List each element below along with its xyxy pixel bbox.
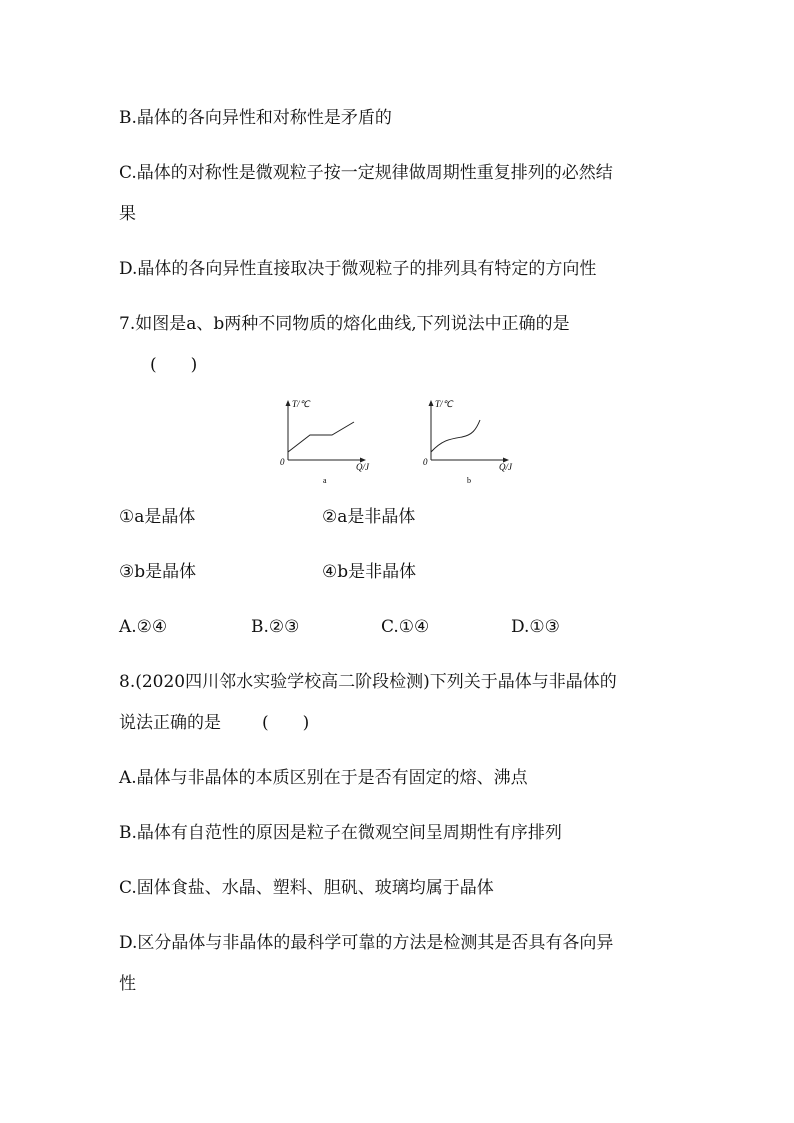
graph-a-origin: 0 (280, 457, 285, 467)
q7-statement-3: ③b是晶体 (119, 562, 197, 582)
q8-stem-line2: 说法正确的是 (119, 713, 221, 733)
graph-a-caption: a (323, 476, 327, 485)
q8-option-d-line2: 性 (119, 974, 136, 994)
q7-choice-d: D.①③ (511, 617, 560, 637)
graph-a (280, 399, 370, 485)
melting-curves-figure (270, 392, 530, 492)
graph-a-xlabel: Q/J (356, 462, 369, 472)
q7-statement-2: ②a是非晶体 (322, 507, 416, 527)
melting-curves-svg (270, 392, 530, 492)
q8-stem-line1: 8.(2020四川邻水实验学校高二阶段检测)下列关于晶体与非晶体的 (119, 672, 617, 692)
q7-choice-c: C.①④ (381, 617, 430, 637)
graph-b-origin: 0 (423, 457, 428, 467)
graph-b-curve (431, 420, 480, 452)
q8-option-c: C.固体食盐、水晶、塑料、胆矾、玻璃均属于晶体 (119, 878, 494, 898)
q7-choice-a: A.②④ (119, 617, 168, 637)
q6-option-b: B.晶体的各向异性和对称性是矛盾的 (119, 108, 392, 128)
q8-option-b: B.晶体有自范性的原因是粒子在微观空间呈周期性有序排列 (119, 823, 562, 843)
q7-answer-paren: ( ) (150, 355, 198, 375)
graph-b (423, 399, 513, 485)
q7-stem: 7.如图是a、b两种不同物质的熔化曲线,下列说法中正确的是 (119, 314, 570, 334)
q8-answer-paren: ( ) (262, 713, 310, 733)
graph-b-y-arrow (429, 400, 434, 406)
graph-a-ylabel: T/℃ (292, 399, 310, 409)
graph-a-y-arrow (286, 400, 291, 406)
q7-choice-b: B.②③ (251, 617, 300, 637)
q6-option-c-line2: 果 (119, 204, 136, 224)
graph-b-ylabel: T/℃ (435, 399, 453, 409)
q7-statement-4: ④b是非晶体 (322, 562, 417, 582)
graph-a-curve (288, 422, 354, 452)
q8-option-a: A.晶体与非晶体的本质区别在于是否有固定的熔、沸点 (119, 768, 528, 788)
q6-option-c-line1: C.晶体的对称性是微观粒子按一定规律做周期性重复排列的必然结 (119, 163, 613, 183)
graph-b-xlabel: Q/J (499, 462, 512, 472)
q6-option-d: D.晶体的各向异性直接取决于微观粒子的排列具有特定的方向性 (119, 259, 597, 279)
q8-option-d-line1: D.区分晶体与非晶体的最科学可靠的方法是检测其是否具有各向异 (119, 933, 614, 953)
graph-b-caption: b (467, 476, 471, 485)
q7-statement-1: ①a是晶体 (119, 507, 196, 527)
